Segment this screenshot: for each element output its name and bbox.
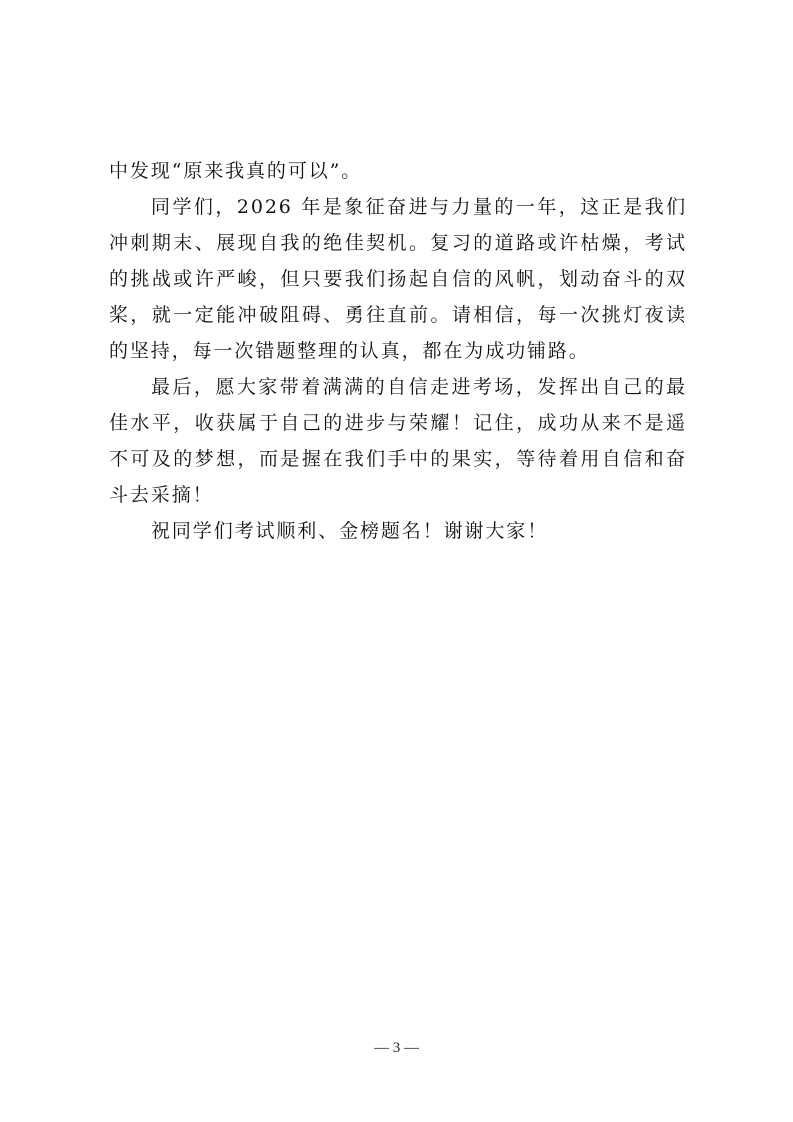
paragraph-closing-wishes: 最后，愿大家带着满满的自信走进考场，发挥出自己的最佳水平，收获属于自己的进步与荣耀！记住，成功从来不是遥不可及的梦想，而是握在我们手中的果实，等待着用自信和奋斗去采摘！ [109,376,687,506]
paragraph-continuation: 中发现“原来我真的可以”。 [109,160,363,182]
document-body [109,153,687,549]
paragraph-final-greeting: 祝同学们考试顺利、金榜题名！谢谢大家！ [151,520,549,542]
paragraph-year-encouragement: 同学们，2026 年是象征奋进与力量的一年，这正是我们冲刺期末、展现自我的绝佳契机。复习的道路或许枯燥，考试的挑战或许严峻，但只要我们扬起自信的风帆，划动奋斗的双桨，就一定能冲破阻碍、勇往直前。请相信，每一次挑灯夜读的坚持，每一次错题整理的认真，都在为成功铺路。 [109,196,687,362]
page-number: — 3 — [374,1040,419,1056]
